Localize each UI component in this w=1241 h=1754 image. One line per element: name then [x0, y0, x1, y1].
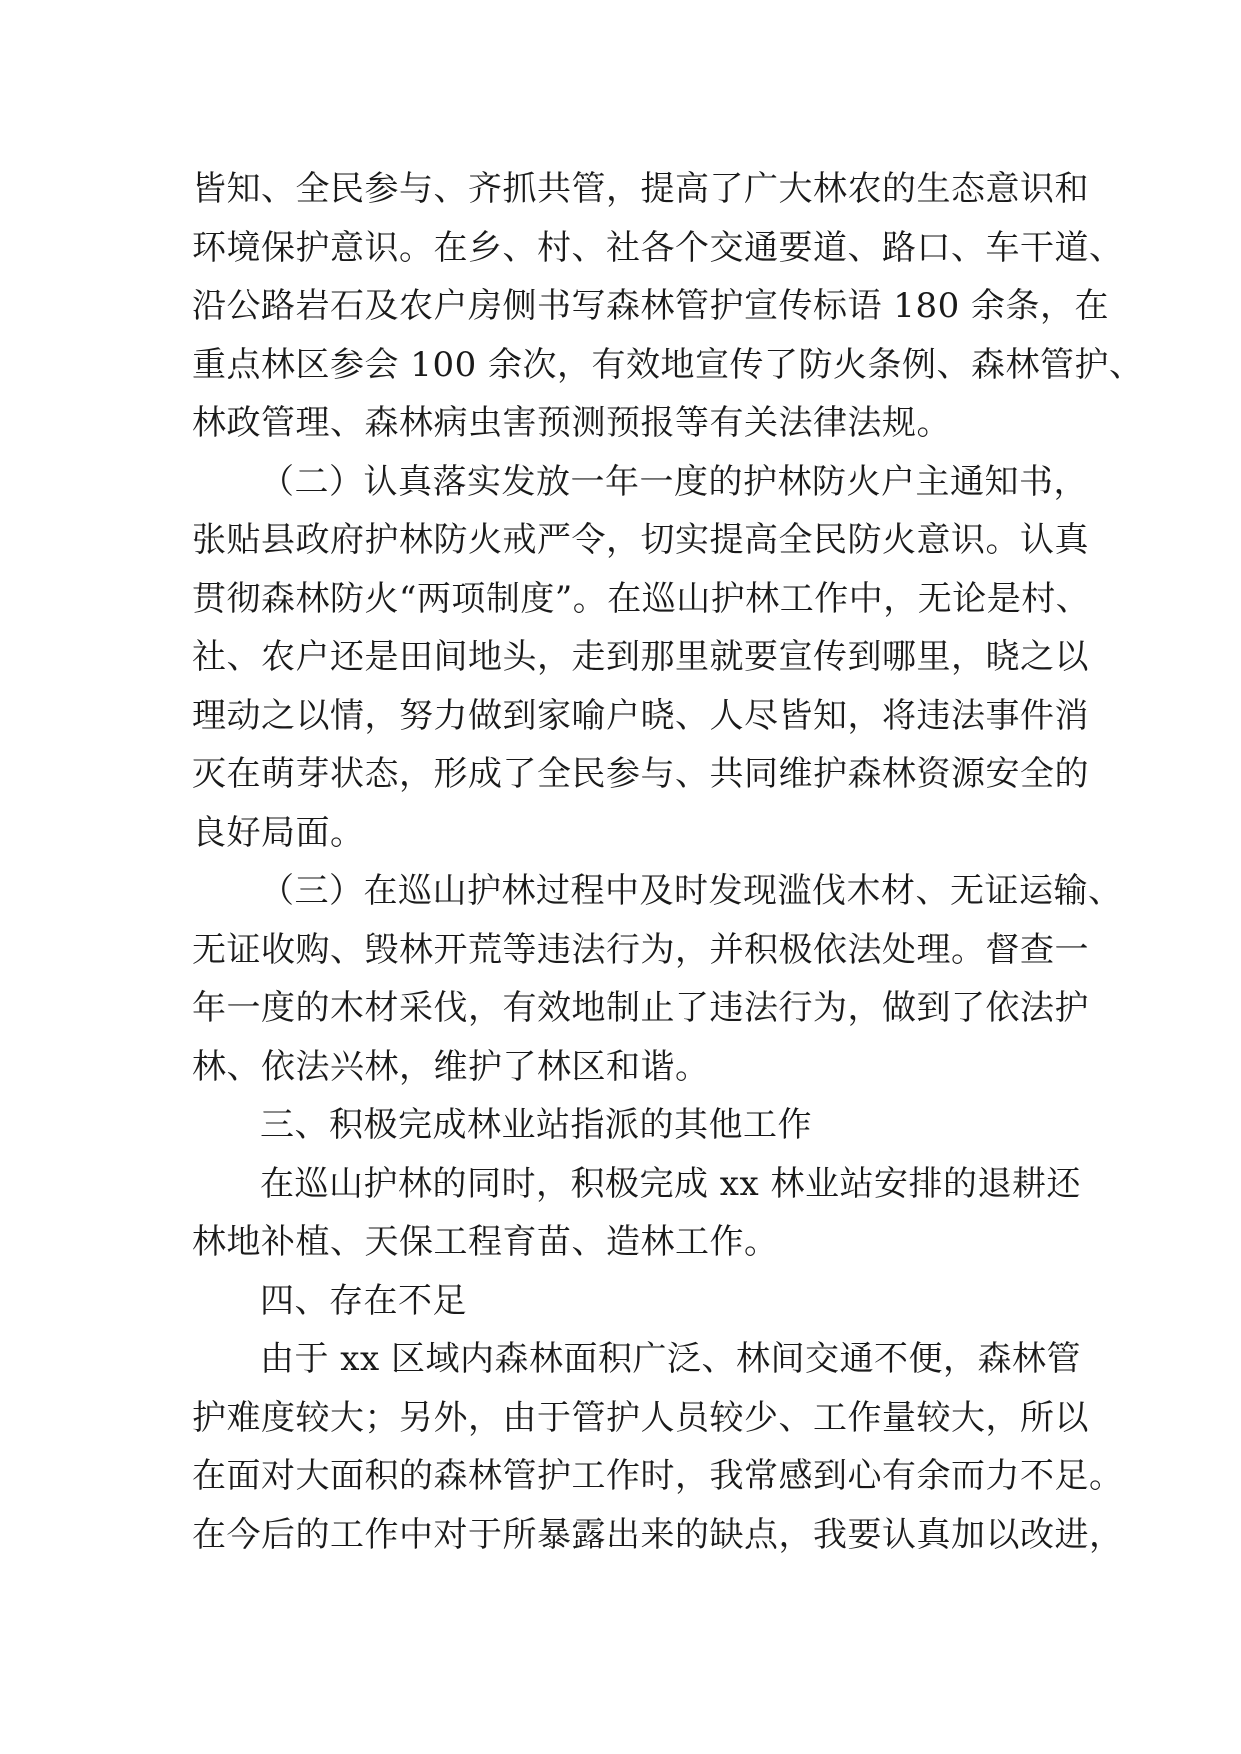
- text-line: 年一度的木材采伐，有效地制止了违法行为，做到了依法护: [192, 988, 1089, 1028]
- text-line: 林、依法兴林，维护了林区和谐。: [192, 1046, 710, 1087]
- text-line: 沿公路岩石及农户房侧书写森林管护宣传标语 180 余条，在: [192, 286, 1110, 326]
- text-line: 灭在萌芽状态，形成了全民参与、共同维护森林资源安全的: [192, 754, 1089, 794]
- paragraph-3-heading-line: （三）在巡山护林过程中及时发现滥伐木材、无证运输、: [260, 871, 1123, 911]
- text-line: 在今后的工作中对于所暴露出来的缺点，我要认真加以改进，: [192, 1514, 1124, 1555]
- text-line: 由于 xx 区域内森林面积广泛、林间交通不便，森林管: [260, 1339, 1081, 1379]
- text-line: 良好局面。: [192, 812, 365, 853]
- text-line: 皆知、全民参与、齐抓共管，提高了广大林农的生态意识和: [192, 169, 1089, 209]
- section-heading-3: 三、积极完成林业站指派的其他工作: [260, 1105, 812, 1145]
- text-line: 环境保护意识。在乡、村、社各个交通要道、路口、车干道、: [192, 227, 1124, 268]
- text-line: 张贴县政府护林防火戒严令，切实提高全民防火意识。认真: [192, 520, 1089, 560]
- text-line: 林政管理、森林病虫害预测预报等有关法律法规。: [192, 403, 951, 443]
- section-heading-4: 四、存在不足: [260, 1280, 467, 1321]
- text-line: 在面对大面积的森林管护工作时，我常感到心有余而力不足。: [192, 1456, 1124, 1496]
- text-line: 无证收购、毁林开荒等违法行为，并积极依法处理。督查一: [192, 929, 1089, 970]
- paragraph-2-heading-line: （二）认真落实发放一年一度的护林防火户主通知书，: [260, 461, 1088, 502]
- text-line: 理动之以情，努力做到家喻户晓、人尽皆知，将违法事件消: [192, 695, 1089, 736]
- document-body: [192, 160, 1144, 1564]
- text-line: 贯彻森林防火“两项制度”。在巡山护林工作中，无论是村、: [192, 578, 1091, 619]
- text-line: 护难度较大；另外，由于管护人员较少、工作量较大，所以: [192, 1397, 1089, 1438]
- text-line: 重点林区参会 100 余次，有效地宣传了防火条例、森林管护、: [192, 344, 1144, 385]
- text-line: 在巡山护林的同时，积极完成 xx 林业站安排的退耕还: [260, 1163, 1081, 1204]
- text-line: 林地补植、天保工程育苗、造林工作。: [192, 1222, 779, 1262]
- text-line: 社、农户还是田间地头，走到那里就要宣传到哪里，晓之以: [192, 637, 1089, 677]
